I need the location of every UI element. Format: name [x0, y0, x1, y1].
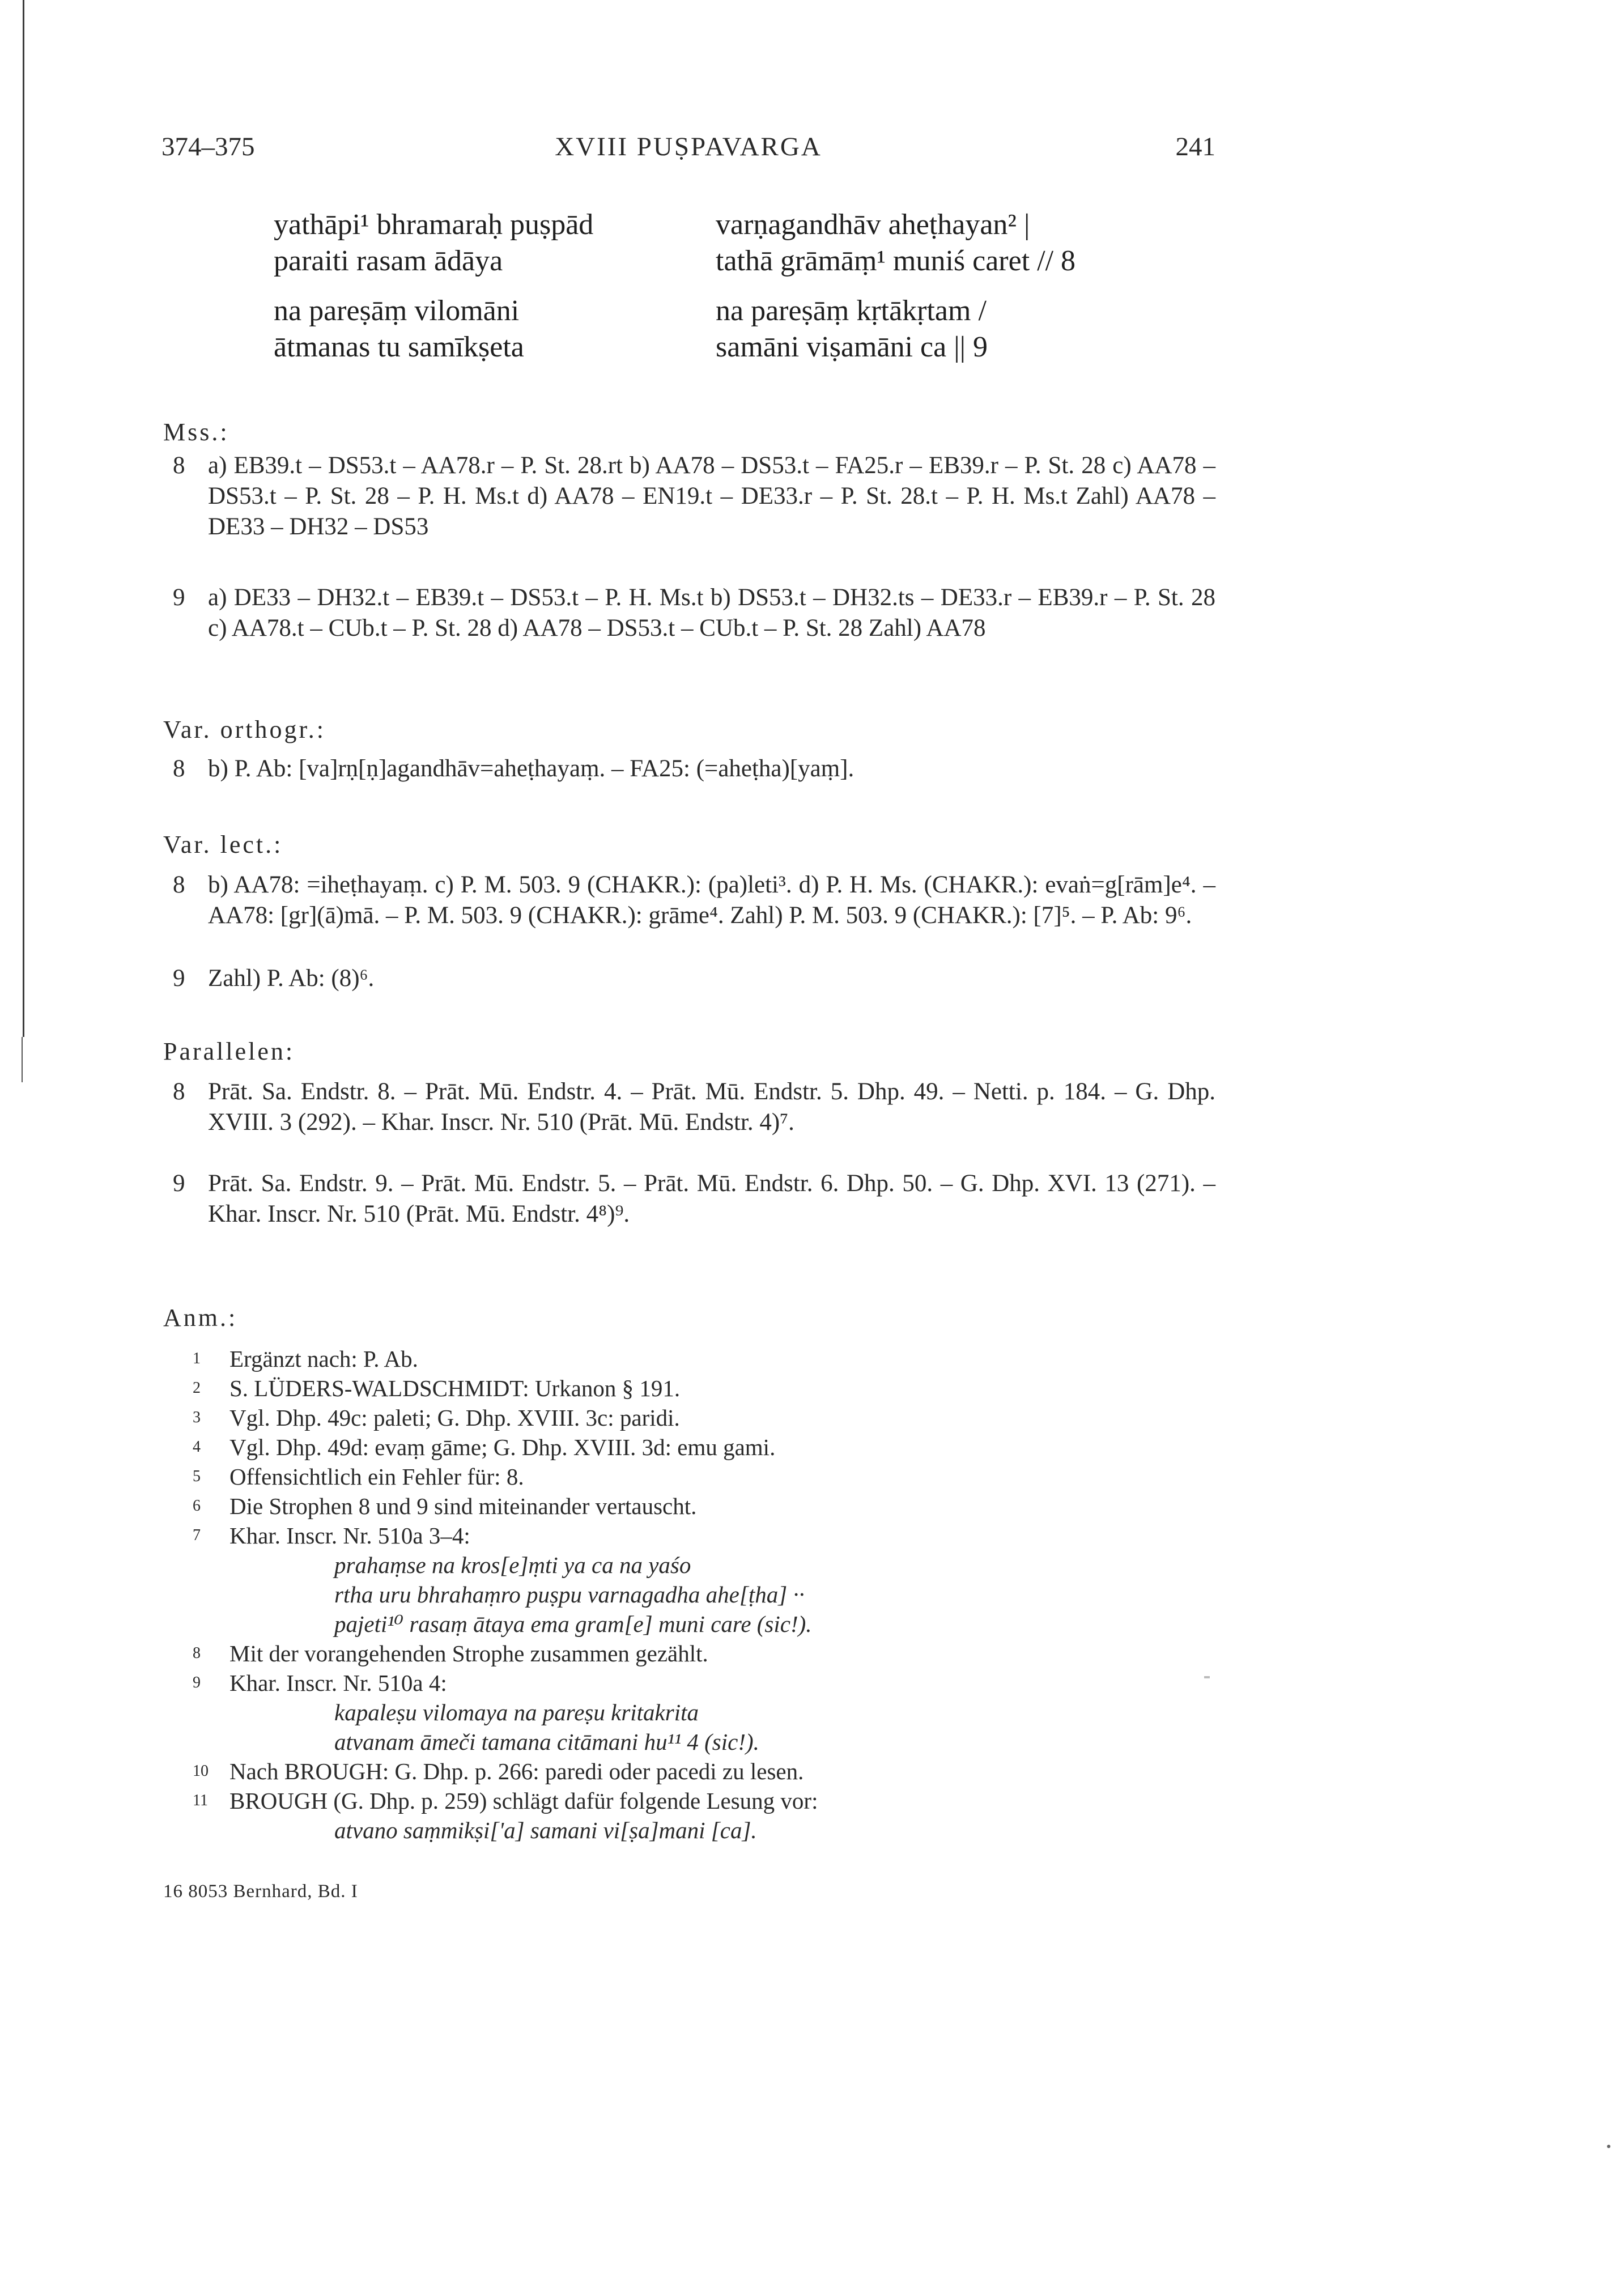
scan-edge-line: [23, 0, 24, 1037]
section-heading-parallelen: Parallelen:: [163, 1038, 295, 1065]
page-number: 241: [1175, 132, 1215, 161]
quote-line: atvano saṃmikṣi['a] samani vi[ṣa]mani [ca].: [334, 1817, 757, 1843]
scan-speck: [1607, 2145, 1610, 2148]
scan-speck: [1204, 1676, 1210, 1678]
var-lect-entry: 8 b) AA78: =iheṭhayaṃ. c) P. M. 503. 9 (CHAKR.): (pa)leti³. d) P. H. Ms. (CHAKR.): evaṅ=g[rām]e⁴. – AA78: [gr](ā)mā. – P. M. 503. 9 (CHAKR.): grāme⁴. Zahl) P. M. 503. 9 (CHAKR.): [7]⁵. – P. Ab: 9⁶.: [173, 871, 1215, 929]
quote-line: atvanam āmeči tamana citāmani hu¹¹ 4 (sic!).: [334, 1729, 759, 1755]
section-heading-var-orthogr: Var. orthogr.:: [163, 716, 326, 743]
footnote: 11 BROUGH (G. Dhp. p. 259) schlägt dafür folgende Lesung vor:: [193, 1788, 818, 1814]
verse-line: na pareṣāṃ vilomāni na pareṣāṃ kṛtākṛtam /: [274, 295, 987, 327]
footnote: 2 S. LÜDERS-WALDSCHMIDT: Urkanon § 191.: [193, 1375, 681, 1401]
running-title: XVIII PUṢPAVARGA: [555, 132, 822, 161]
footnote: 6 Die Strophen 8 und 9 sind miteinander vertauscht.: [193, 1493, 697, 1519]
quote-line: prahaṃse na kros[e]ṃti ya ca na yaśo: [334, 1552, 691, 1578]
quote-line: pajeti¹⁰ rasaṃ ātaya ema gram[e] muni care (sic!).: [334, 1611, 812, 1637]
printer-signature: 16 8053 Bernhard, Bd. I: [163, 1881, 358, 1902]
footnote: 10 Nach BROUGH: G. Dhp. p. 266: paredi oder pacedi zu lesen.: [193, 1758, 804, 1784]
quote-line: rtha uru bhrahaṃro puṣpu varnagadha ahe[ṭha] ··: [334, 1581, 805, 1608]
section-heading-anm: Anm.:: [163, 1304, 238, 1332]
quote-line: kapaleṣu vilomaya na pareṣu kritakrita: [334, 1699, 699, 1725]
verse-line: ātmanas tu samīkṣeta samāni viṣamāni ca || 9: [274, 331, 988, 363]
page-header: [161, 131, 1215, 171]
footnote: 5 Offensichtlich ein Fehler für: 8.: [193, 1464, 524, 1490]
page-range: 374–375: [161, 132, 255, 161]
footnote: 8 Mit der vorangehenden Strophe zusammen gezählt.: [193, 1640, 708, 1666]
var-lect-entry: 9 Zahl) P. Ab: (8)⁶.: [173, 965, 375, 992]
parallel-entry: 8 Prāt. Sa. Endstr. 8. – Prāt. Mū. Endstr. 4. – Prāt. Mū. Endstr. 5. Dhp. 49. – Netti. p. 184. – G. Dhp. XVIII. 3 (292). – Khar. Inscr. Nr. 510 (Prāt. Mū. Endstr. 4)⁷.: [173, 1078, 1215, 1136]
verse-line: yathāpi¹ bhramaraḥ puṣpād varṇagandhāv aheṭhayan² |: [274, 209, 1030, 241]
mss-entry: 8 a) EB39.t – DS53.t – AA78.r – P. St. 28.rt b) AA78 – DS53.t – FA25.r – EB39.r – P. St. 28 c) AA78 – DS53.t – P. St. 28 – P. H. Ms.t d) AA78 – EN19.t – DE33.r – P. St. 28.t – P. H. Ms.t Zahl) AA78 – DE33 – DH32 – DS53: [173, 452, 1215, 540]
footnote: 9 Khar. Inscr. Nr. 510a 4:: [193, 1670, 447, 1696]
footnote: 4 Vgl. Dhp. 49d: evaṃ gāme; G. Dhp. XVIII. 3d: emu gami.: [193, 1434, 776, 1460]
verse-line: paraiti rasam ādāya tathā grāmāṃ¹ muniś caret // 8: [274, 245, 1076, 277]
section-heading-var-lect: Var. lect.:: [163, 831, 283, 858]
footnote: 3 Vgl. Dhp. 49c: paleti; G. Dhp. XVIII. 3c: paridi.: [193, 1405, 680, 1431]
section-heading-mss: Mss.:: [163, 418, 229, 446]
mss-entry: 9 a) DE33 – DH32.t – EB39.t – DS53.t – P. H. Ms.t b) DS53.t – DH32.ts – DE33.r – EB39.r – P. St. 28 c) AA78.t – CUb.t – P. St. 28 d) AA78 – DS53.t – CUb.t – P. St. 28 Zahl) AA78: [173, 584, 1215, 641]
var-orthogr-entry: 8 b) P. Ab: [va]rṇ[ṇ]agandhāv=aheṭhayaṃ. – FA25: (=aheṭha)[yaṃ].: [173, 755, 854, 782]
scan-edge-line-lower: [22, 1037, 23, 1082]
parallel-entry: 9 Prāt. Sa. Endstr. 9. – Prāt. Mū. Endstr. 5. – Prāt. Mū. Endstr. 6. Dhp. 50. – G. Dhp. XVI. 13 (271). – Khar. Inscr. Nr. 510 (Prāt. Mū. Endstr. 4⁸)⁹.: [173, 1170, 1215, 1227]
footnote: 1 Ergänzt nach: P. Ab.: [193, 1346, 418, 1372]
footnote: 7 Khar. Inscr. Nr. 510a 3–4:: [193, 1523, 470, 1549]
